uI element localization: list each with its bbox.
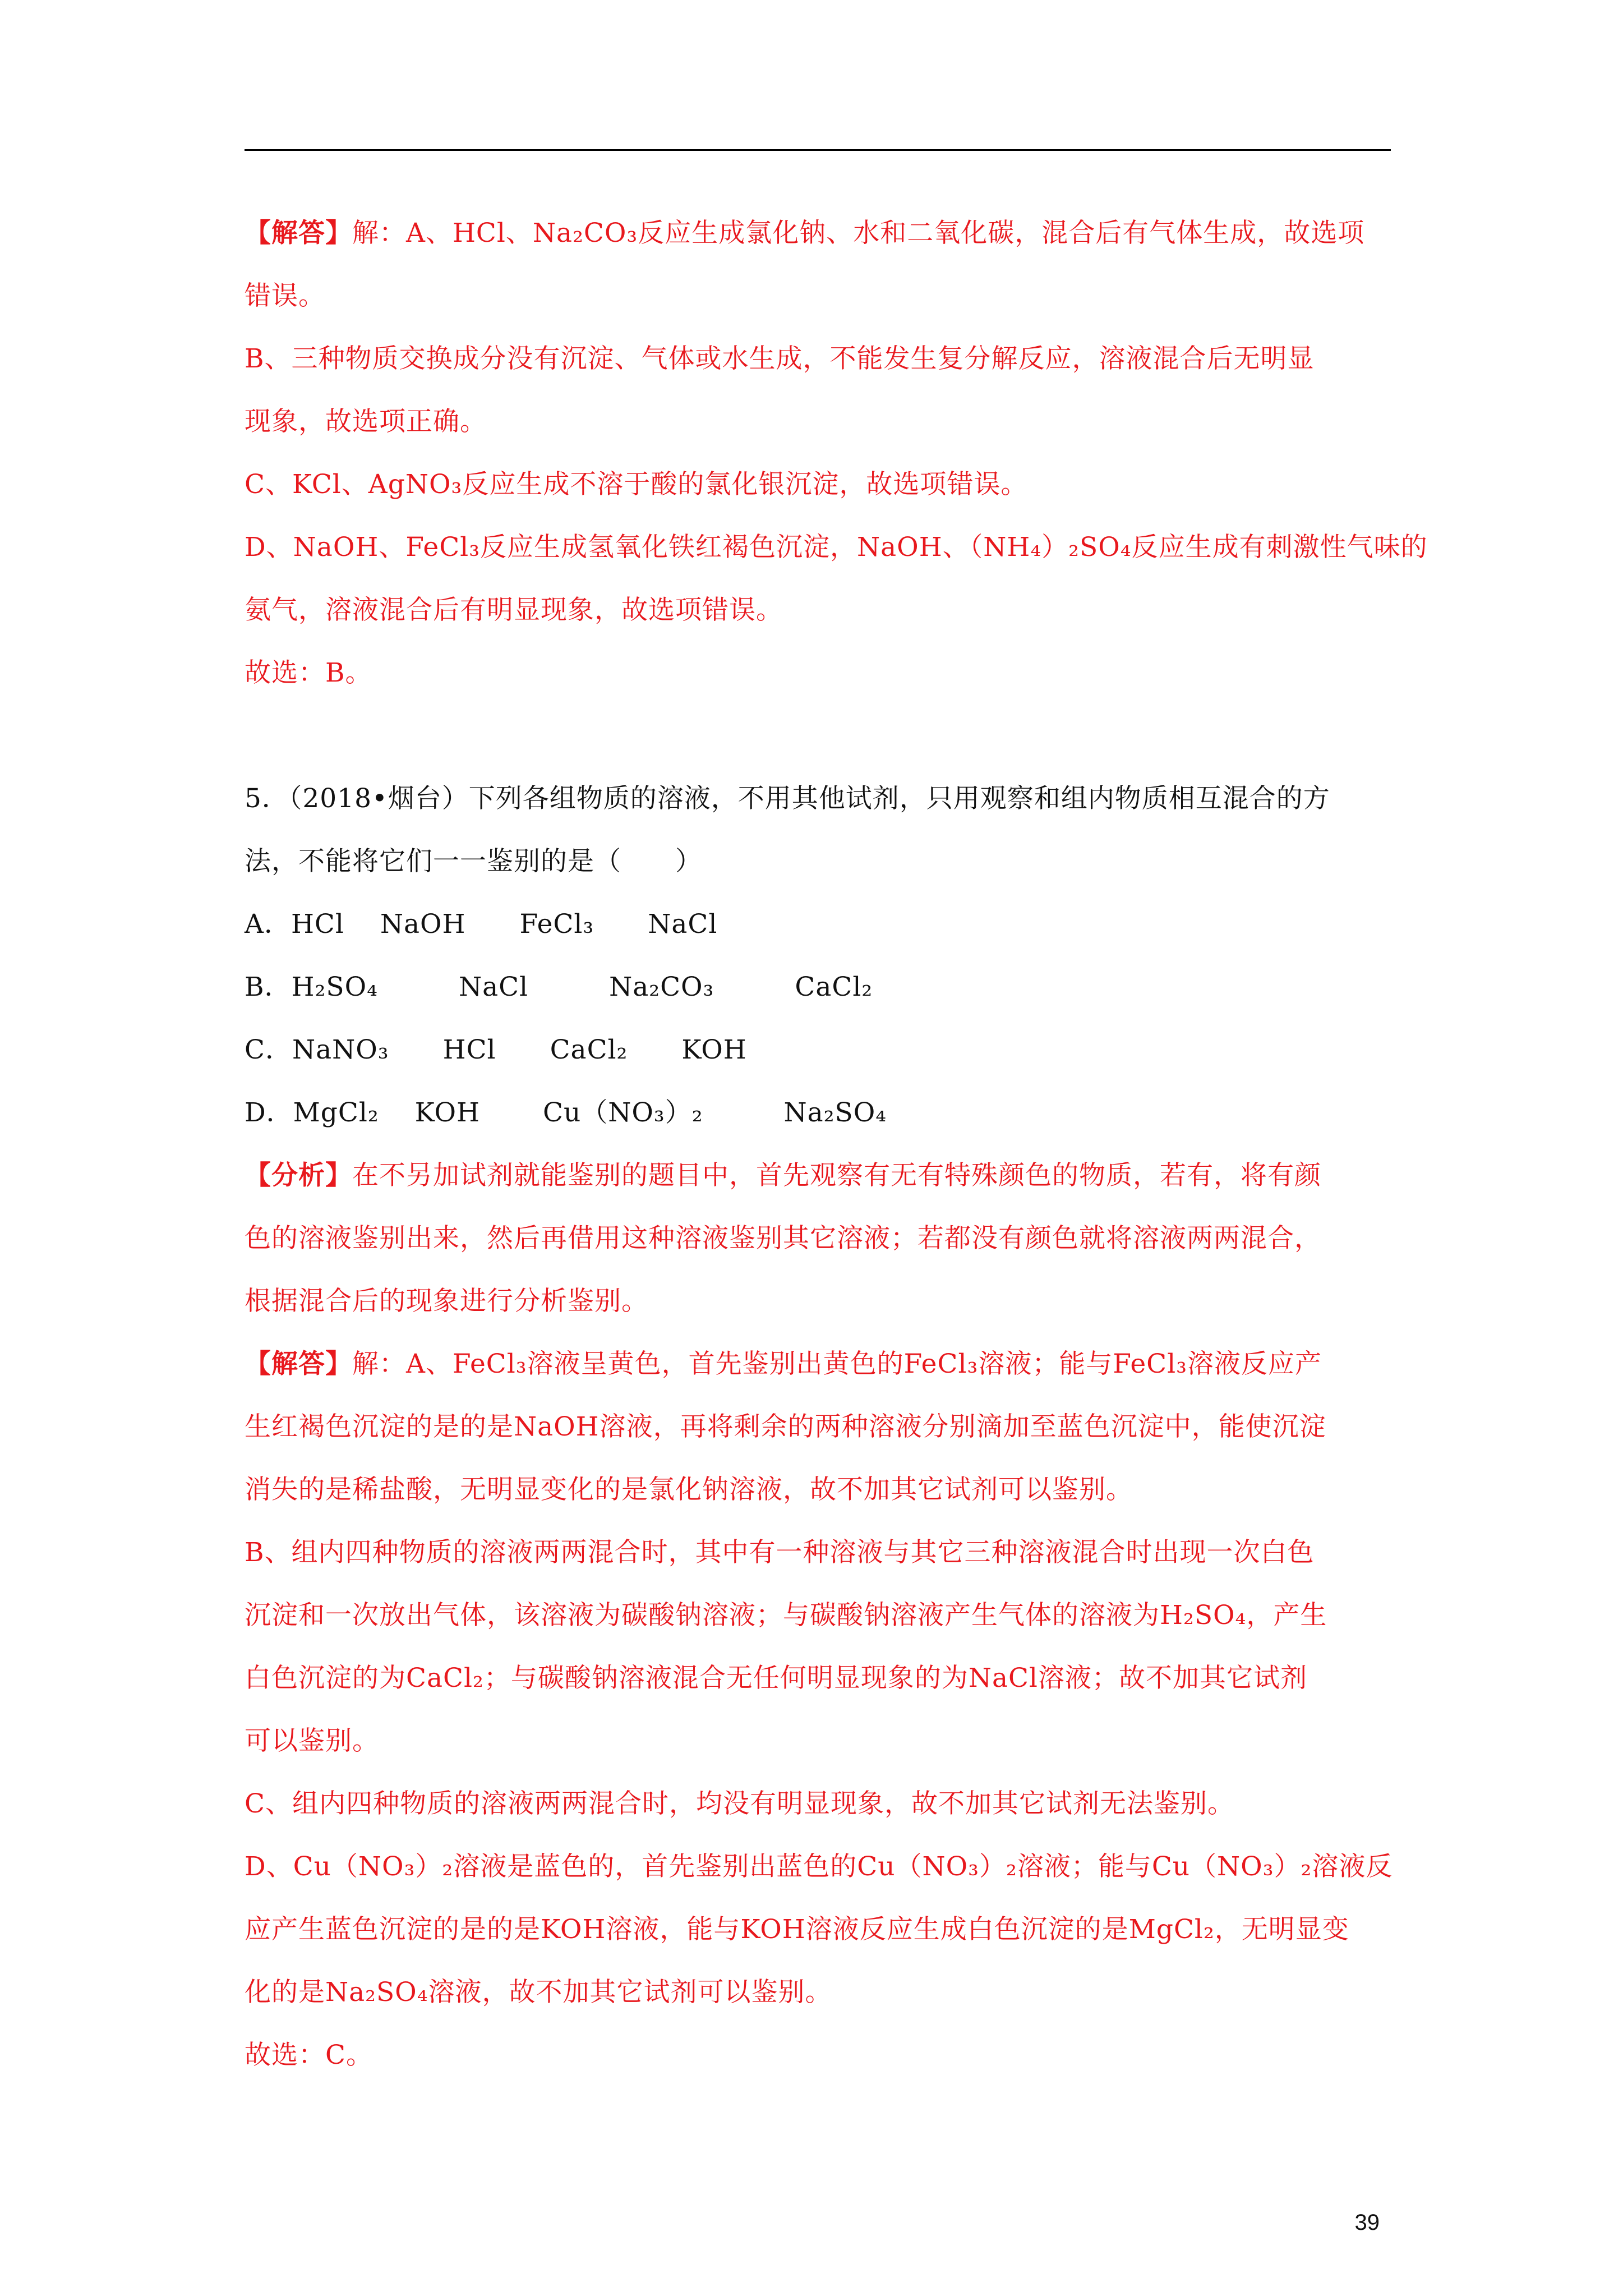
analysis5-line1-text: 在不另加试剂就能鉴别的题目中，首先观察有无有特殊颜色的物质，若有，将有颜 [352, 1160, 1321, 1191]
solution5-line1-text: 解：A、FeCl₃溶液呈黄色，首先鉴别出黄色的FeCl₃溶液；能与FeCl₃溶液反应产 [352, 1349, 1322, 1379]
analysis5-line: 色的溶液鉴别出来，然后再借用这种溶液鉴别其它溶液；若都没有颜色就将溶液两两混合， [245, 1223, 1321, 1254]
solution5-line: 生红褐色沉淀的是的是NaOH溶液，再将剩余的两种溶液分别滴加至蓝色沉淀中，能使沉淀 [245, 1411, 1326, 1442]
solution4-line: D、NaOH、FeCl₃反应生成氢氧化铁红褐色沉淀，NaOH、（NH₄）₂SO₄反应生成有刺激性气味的 [245, 532, 1428, 563]
solution4-answer: 故选：B。 [245, 657, 372, 688]
solution5-line: C、组内四种物质的溶液两两混合时，均没有明显现象，故不加其它试剂无法鉴别。 [245, 1788, 1234, 1819]
analysis-tag: 【分析】 [245, 1160, 352, 1191]
header-rule [245, 149, 1391, 151]
solution4-line: B、三种物质交换成分没有沉淀、气体或水生成，不能发生复分解反应，溶液混合后无明显 [245, 343, 1315, 374]
solution5-line: 应产生蓝色沉淀的是的是KOH溶液，能与KOH溶液反应生成白色沉淀的是MgCl₂，无明显变 [245, 1914, 1349, 1945]
solution4-line: 错误。 [245, 280, 325, 311]
solution-tag: 【解答】 [245, 218, 352, 249]
solution4-line1-text: 解：A、HCl、Na₂CO₃反应生成氯化钠、水和二氧化碳，混合后有气体生成，故选项 [352, 218, 1365, 249]
solution5-line: 白色沉淀的为CaCl₂；与碳酸钠溶液混合无任何明显现象的为NaCl溶液；故不加其它试剂 [245, 1663, 1307, 1694]
solution5-line: 沉淀和一次放出气体，该溶液为碳酸钠溶液；与碳酸钠溶液产生气体的溶液为H₂SO₄，产生 [245, 1600, 1327, 1631]
question5-stem: 法，不能将它们一一鉴别的是（ ） [245, 846, 702, 877]
solution4-line: 氨气，溶液混合后有明显现象，故选项错误。 [245, 595, 783, 625]
solution5-line: D、Cu（NO₃）₂溶液是蓝色的，首先鉴别出蓝色的Cu（NO₃）₂溶液；能与Cu（NO₃）₂溶液反 [245, 1851, 1393, 1882]
page-body [245, 202, 1428, 2087]
analysis5-line: 根据混合后的现象进行分析鉴别。 [245, 1286, 648, 1317]
solution-tag: 【解答】 [245, 1349, 352, 1379]
solution5-line: 可以鉴别。 [245, 1726, 379, 1756]
section-gap [245, 705, 1394, 767]
solution4-line [245, 202, 1394, 265]
option-c: C．NaNO₃ HCl CaCl₂ KOH [245, 1034, 747, 1065]
solution5-answer: 故选：C。 [245, 2040, 373, 2070]
page-number: 39 [1354, 2210, 1380, 2235]
solution5-line: B、组内四种物质的溶液两两混合时，其中有一种溶液与其它三种溶液混合时出现一次白色 [245, 1537, 1315, 1568]
option-a: A．HCl NaOH FeCl₃ NaCl [245, 909, 718, 940]
solution5-line [245, 1333, 1394, 1396]
solution4-line: 现象，故选项正确。 [245, 406, 487, 437]
analysis5-line [245, 1144, 1394, 1207]
solution5-line: 消失的是稀盐酸，无明显变化的是氯化钠溶液，故不加其它试剂可以鉴别。 [245, 1474, 1133, 1505]
question5-stem: 5．（2018•烟台）下列各组物质的溶液，不用其他试剂，只用观察和组内物质相互混合的方 [245, 783, 1330, 814]
option-b: B．H₂SO₄ NaCl Na₂CO₃ CaCl₂ [245, 972, 873, 1002]
option-d: D．MgCl₂ KOH Cu（NO₃）₂ Na₂SO₄ [245, 1097, 887, 1128]
solution4-line: C、KCl、AgNO₃反应生成不溶于酸的氯化银沉淀，故选项错误。 [245, 469, 1028, 500]
solution5-line: 化的是Na₂SO₄溶液，故不加其它试剂可以鉴别。 [245, 1977, 832, 2008]
